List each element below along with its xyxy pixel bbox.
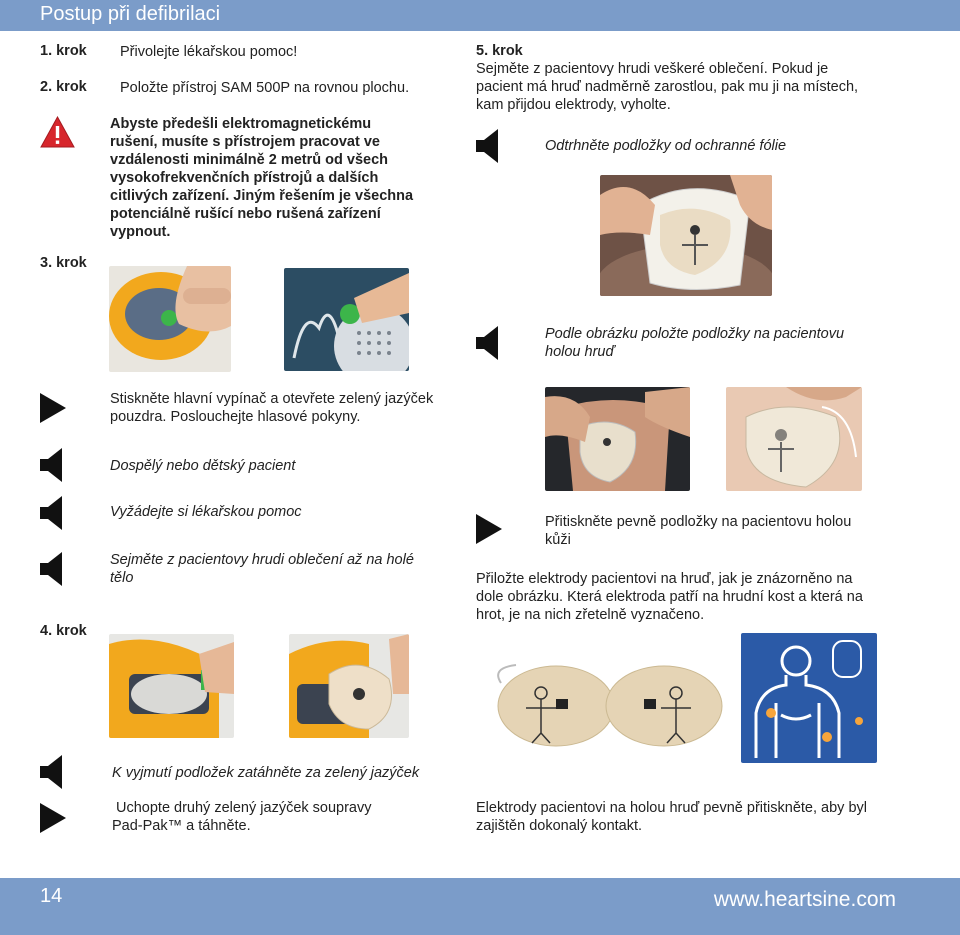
voice-prompt-adult-child: Dospělý nebo dětský pacient [110,458,296,474]
step-5-label: 5. krok [476,43,523,59]
electrode-pads-image [496,663,726,748]
step-4-text: Uchopte druhý zelený jazýček soupravy Pad-Pak™ a táhněte. [112,800,372,834]
step-5-text: Sejměte z pacientovy hrudi veškeré oblečení. Pokud je pacient má hruď nadměrně zarostlou, pak mu ji na místech, kam přijdou elektrody, vyholte. [476,61,859,113]
speaker-icon [476,326,498,360]
voice-prompt-peel-pads: Odtrhněte podložky od ochranné fólie [545,138,787,154]
warning-text: Abyste předešli elektromagnetickému rušení, musíte s přístrojem pracovat ve vzdálenosti minimálně 2 metrů od všech vysokofrekvenčních přístrojů a dalších citlivých zařízení. Jiným řešením je všechna potenciálně rušící nebo rušená zařízení vypnout. [110,116,414,240]
step-1-label: 1. krok [40,43,87,59]
voice-prompt-pull-tab: K vyjmutí podložek zatáhněte za zelený jazýček [112,765,420,781]
play-icon [40,393,66,423]
step-2-text: Položte přístroj SAM 500P na rovnou plochu. [120,80,410,96]
device-power-photo [109,266,231,372]
speaker-icon [40,755,62,789]
play-icon [476,514,502,544]
step-1-text: Přivolejte lékařskou pomoc! [120,44,298,60]
website-link[interactable]: www.heartsine.com [713,888,896,911]
voice-prompt-place-pads: Podle obrázku položte podložky na pacientovu holou hruď [545,326,845,360]
pad-removal-photo [289,634,409,738]
speaker-icon [40,448,62,482]
press-pads-text: Přitiskněte pevně podložky na pacientovu holou kůži [545,514,852,548]
voice-prompt-remove-clothing: Sejměte z pacientovy hrudi oblečení až na holé tělo [110,552,414,586]
peel-pads-photo [600,175,772,296]
page-title: Postup při defibrilaci [40,3,221,25]
speaker-icon [40,496,62,530]
pad-on-chest-photo [726,387,862,491]
step-3-text: Stiskněte hlavní vypínač a otevřete zelený jazýček pouzdra. Poslouchejte hlasové pokyny. [110,391,434,425]
page-number: 14 [40,885,63,907]
speaker-icon [40,552,62,586]
step-3-label: 3. krok [40,255,87,271]
speaker-icon [476,129,498,163]
place-pads-photo [545,387,690,491]
step-2-label: 2. krok [40,79,87,95]
step-4-label: 4. krok [40,623,87,639]
apply-electrodes-text: Přiložte elektrody pacientovi na hruď, jak je znázorněno na dole obrázku. Která elektroda patří na hrudní kost a která na hrot, je na nich zřetelně vyznačeno. [476,571,863,623]
voice-prompt-call-help: Vyžádejte si lékařskou pomoc [110,504,302,520]
warning-icon [40,116,75,148]
final-instruction-text: Elektrody pacientovi na holou hruď pevně přitiskněte, aby byl zajištěn dokonalý kontakt. [476,800,867,834]
electrode-placement-diagram [741,633,877,763]
pad-pak-pull-photo [109,634,234,738]
play-icon [40,803,66,833]
green-tab-photo [284,268,409,371]
